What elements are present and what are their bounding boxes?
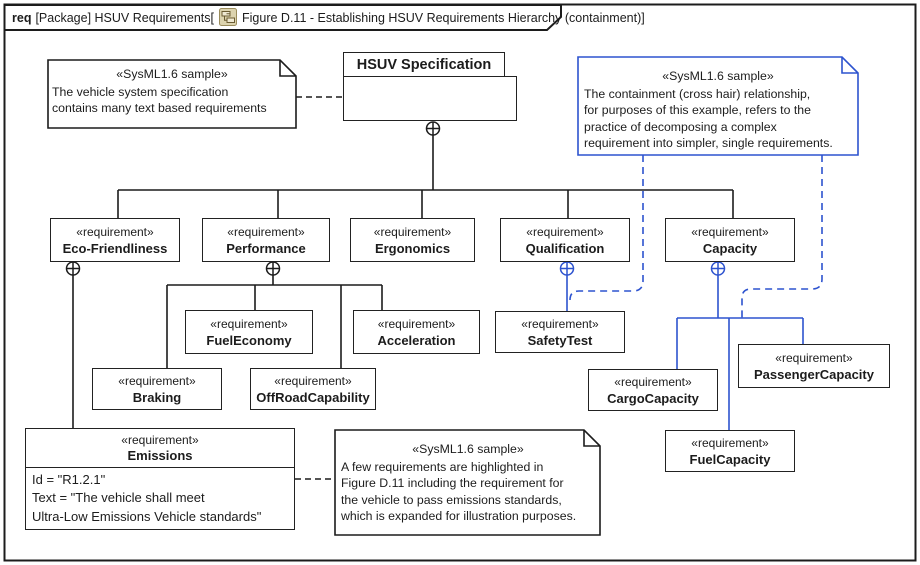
requirement-name: FuelEconomy [206, 332, 292, 348]
requirement-name: Acceleration [377, 332, 456, 348]
requirement-name: Performance [226, 240, 306, 256]
requirement-name: OffRoadCapability [256, 389, 370, 405]
note-line: The vehicle system specification [52, 84, 229, 99]
note-line: the vehicle to pass emissions standards, [341, 492, 562, 507]
diagram-name-label: Figure D.11 - Establishing HSUV Requirements Hierarchy (containment) [242, 11, 642, 25]
diagram-context-label: [Package] HSUV Requirements[ [35, 11, 215, 25]
diagram-icon [219, 8, 237, 32]
note-line: Figure D.11 including the requirement for [341, 476, 564, 490]
requirement-box-safetytest[interactable] [495, 311, 625, 353]
stereotype-label: «requirement» [377, 316, 456, 331]
stereotype-label: «requirement» [614, 374, 692, 389]
stereotype-label: «requirement» [210, 316, 288, 331]
stereotype-label: «requirement» [274, 373, 352, 388]
note-containment-text [584, 68, 852, 152]
requirement-box-acceleration[interactable] [353, 310, 480, 354]
note-spec-text [52, 66, 292, 117]
requirement-box-braking[interactable] [92, 368, 222, 410]
stereotype-label: «requirement» [526, 224, 604, 239]
requirement-box-passengercapacity[interactable] [738, 344, 890, 388]
requirement-name: Capacity [702, 240, 758, 256]
requirement-box-fueleconomy[interactable] [185, 310, 313, 354]
note-line: practice of decomposing a complex [584, 119, 777, 134]
note-line: contains many text based requirements [52, 101, 267, 115]
stereotype-label: «requirement» [227, 224, 305, 239]
requirement-box-offroadcapability[interactable] [250, 368, 376, 410]
note-line: A few requirements are highlighted in [341, 459, 544, 474]
requirement-box-qualification[interactable] [500, 218, 630, 262]
requirement-box-performance[interactable] [202, 218, 330, 262]
requirement-box-ergonomics[interactable] [350, 218, 475, 262]
note-stereotype: «SysML1.6 sample» [412, 442, 524, 456]
stereotype-label: «requirement» [691, 435, 769, 450]
note-line: The containment (cross hair) relationship, [584, 86, 811, 101]
package-hsuv-specification-tab[interactable] [343, 52, 505, 77]
package-name: HSUV Specification [356, 56, 492, 73]
stereotype-label: «requirement» [121, 432, 199, 447]
diagram-close-bracket: ] [641, 11, 645, 25]
note-stereotype: «SysML1.6 sample» [116, 67, 228, 81]
stereotype-label: «requirement» [691, 224, 769, 239]
requirement-name: SafetyTest [527, 332, 593, 348]
requirement-name: Ergonomics [374, 240, 451, 256]
requirement-name: CargoCapacity [607, 390, 699, 406]
requirement-box-capacity[interactable] [665, 218, 795, 262]
stereotype-label: «requirement» [775, 350, 853, 365]
package-hsuv-specification-body[interactable] [343, 76, 517, 121]
emissions-text-line-1: Text = "The vehicle shall meet [32, 490, 205, 505]
note-stereotype: «SysML1.6 sample» [662, 69, 774, 83]
requirement-box-emissions[interactable] [25, 428, 295, 530]
requirement-name: Braking [132, 389, 182, 405]
emissions-id-line: Id = "R1.2.1" [32, 471, 106, 487]
emissions-text-line-2: Ultra-Low Emissions Vehicle standards" [32, 508, 262, 524]
requirement-name: Eco-Friendliness [62, 240, 168, 256]
emissions-properties [26, 468, 294, 530]
stereotype-label: «requirement» [521, 316, 599, 331]
stereotype-label: «requirement» [373, 224, 452, 239]
note-line: for purposes of this example, refers to the [584, 103, 811, 117]
note-line: requirement into simpler, single requirements. [584, 136, 833, 150]
requirement-name: FuelCapacity [689, 451, 771, 467]
requirement-box-fuelcapacity[interactable] [665, 430, 795, 472]
stereotype-label: «requirement» [118, 373, 196, 388]
stereotype-label: «requirement» [76, 224, 154, 239]
requirement-name: PassengerCapacity [754, 366, 874, 382]
requirement-name: Emissions [127, 447, 193, 463]
note-highlight-text [341, 441, 595, 525]
emissions-header [26, 429, 294, 468]
diagram-kind-label: req [12, 11, 32, 25]
note-line: which is expanded for illustration purposes. [341, 509, 577, 523]
diagram-title [12, 8, 645, 28]
requirement-name: Qualification [525, 240, 605, 256]
requirement-box-cargocapacity[interactable] [588, 369, 718, 411]
requirement-box-eco-friendliness[interactable] [50, 218, 180, 262]
